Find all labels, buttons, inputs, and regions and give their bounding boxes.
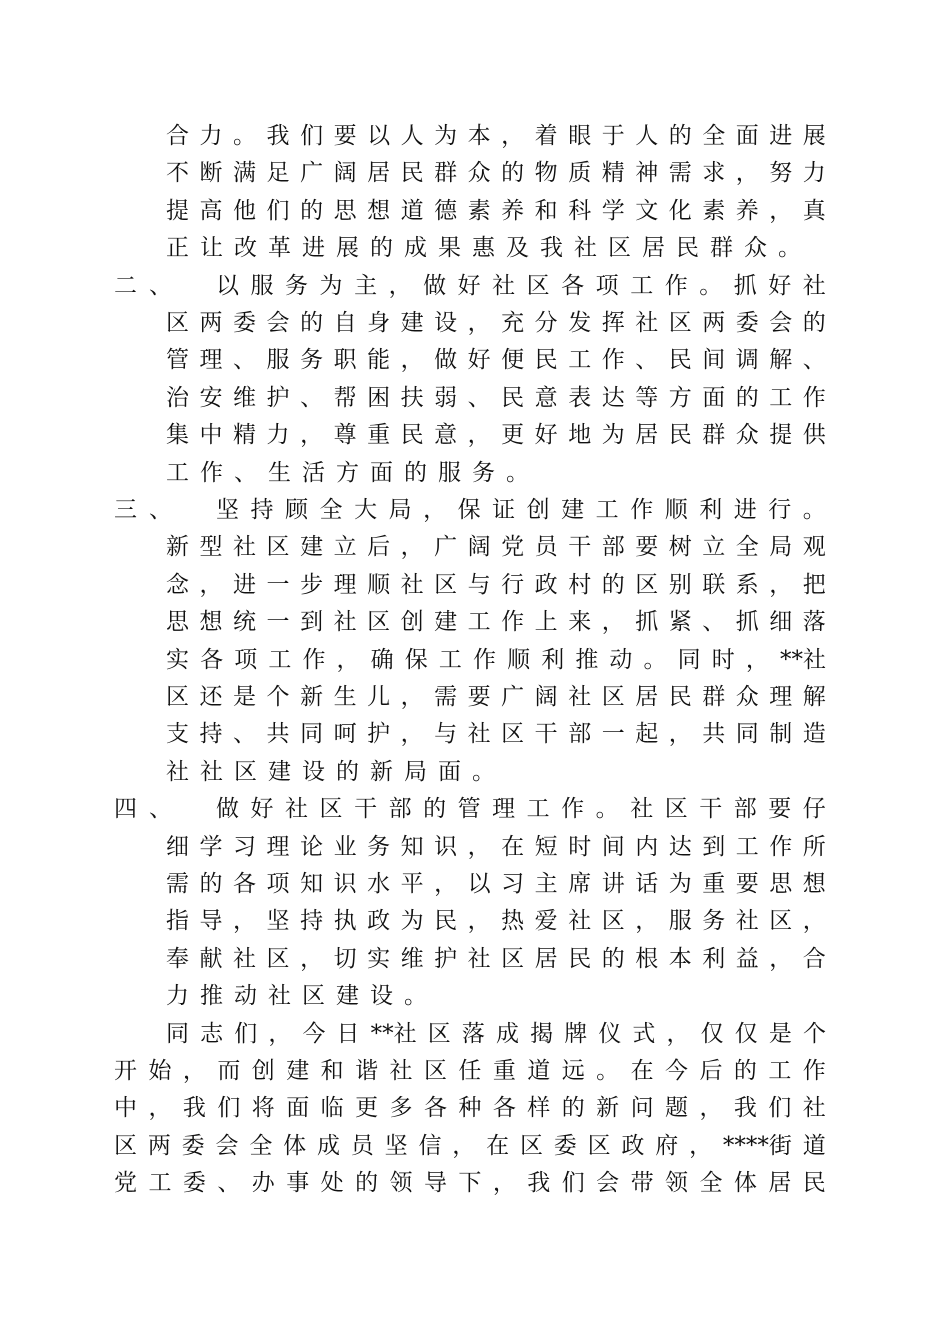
text-line: 奉 献 社 区 ， 切 实 维 护 社 区 居 民 的 根 本 利 益 ， 合 — [166, 946, 826, 972]
list-item-number: 二、 — [114, 273, 184, 299]
text-line: 力 推 动 社 区 建 设 。 — [166, 983, 427, 1009]
text-line: 以 服 务 为 主 ， 做 好 社 区 各 项 工 作 。 抓 好 社 — [216, 273, 826, 299]
text-line: 集 中 精 力 ， 尊 重 民 意 ， 更 好 地 为 居 民 群 众 提 供 — [166, 422, 826, 448]
text-line: 正 让 改 革 进 展 的 成 果 惠 及 我 社 区 居 民 群 众 。 — [166, 235, 801, 261]
text-line: 需 的 各 项 知 识 水 平 ， 以 习 主 席 讲 话 为 重 要 思 想 — [166, 871, 826, 897]
text-line: 开 始 ， 而 创 建 和 谐 社 区 任 重 道 远 。 在 今 后 的 工 作 — [114, 1058, 826, 1084]
text-line: 党 工 委 、 办 事 处 的 领 导 下 ， 我 们 会 带 领 全 体 居 民 — [114, 1170, 826, 1196]
text-line: 工 作 、 生 活 方 面 的 服 务 。 — [166, 460, 529, 486]
text-line: 区 还 是 个 新 生 儿 ， 需 要 广 阔 社 区 居 民 群 众 理 解 — [166, 684, 826, 710]
text-line: 中 ， 我 们 将 面 临 更 多 各 种 各 样 的 新 问 题 ， 我 们 社 — [114, 1095, 826, 1121]
text-line: 细 学 习 理 论 业 务 知 识 ， 在 短 时 间 内 达 到 工 作 所 — [166, 834, 826, 860]
text-line: 提 高 他 们 的 思 想 道 德 素 养 和 科 学 文 化 素 养 ， 真 — [166, 198, 826, 224]
list-item-number: 三、 — [114, 497, 184, 523]
text-line: 同 志 们 ， 今 日 **社 区 落 成 揭 牌 仪 式 ， 仅 仅 是 个 — [166, 1021, 826, 1047]
text-line: 社 社 区 建 设 的 新 局 面 。 — [166, 759, 495, 785]
text-line: 区 两 委 会 的 自 身 建 设 ， 充 分 发 挥 社 区 两 委 会 的 — [166, 310, 826, 336]
text-line: 不 断 满 足 广 阔 居 民 群 众 的 物 质 精 神 需 求 ， 努 力 — [166, 160, 826, 186]
text-line: 坚 持 顾 全 大 局 ， 保 证 创 建 工 作 顺 利 进 行 。 — [216, 497, 826, 523]
text-line: 合 力 。 我 们 要 以 人 为 本 ， 着 眼 于 人 的 全 面 进 展 — [166, 123, 826, 149]
text-line: 支 持 、 共 同 呵 护 ， 与 社 区 干 部 一 起 ， 共 同 制 造 — [166, 721, 826, 747]
text-line: 治 安 维 护 、 帮 困 扶 弱 、 民 意 表 达 等 方 面 的 工 作 — [166, 385, 826, 411]
text-line: 念 ， 进 一 步 理 顺 社 区 与 行 政 村 的 区 别 联 系 ， 把 — [166, 572, 826, 598]
text-line: 做 好 社 区 干 部 的 管 理 工 作 。 社 区 干 部 要 仔 — [216, 796, 826, 822]
text-line: 指 导 ， 坚 持 执 政 为 民 ， 热 爱 社 区 ， 服 务 社 区 ， — [166, 908, 826, 934]
text-line: 思 想 统 一 到 社 区 创 建 工 作 上 来 ， 抓 紧 、 抓 细 落 — [166, 609, 826, 635]
text-line: 管 理 、 服 务 职 能 ， 做 好 便 民 工 作 、 民 间 调 解 、 — [166, 347, 826, 373]
text-line: 实 各 项 工 作 ， 确 保 工 作 顺 利 推 动 。 同 时 ， **社 — [166, 647, 826, 673]
list-item-number: 四、 — [114, 796, 184, 822]
text-line: 新 型 社 区 建 立 后 ， 广 阔 党 员 干 部 要 树 立 全 局 观 — [166, 534, 826, 560]
text-line: 区 两 委 会 全 体 成 员 坚 信 ， 在 区 委 区 政 府 ， ****街 道 — [114, 1133, 826, 1159]
